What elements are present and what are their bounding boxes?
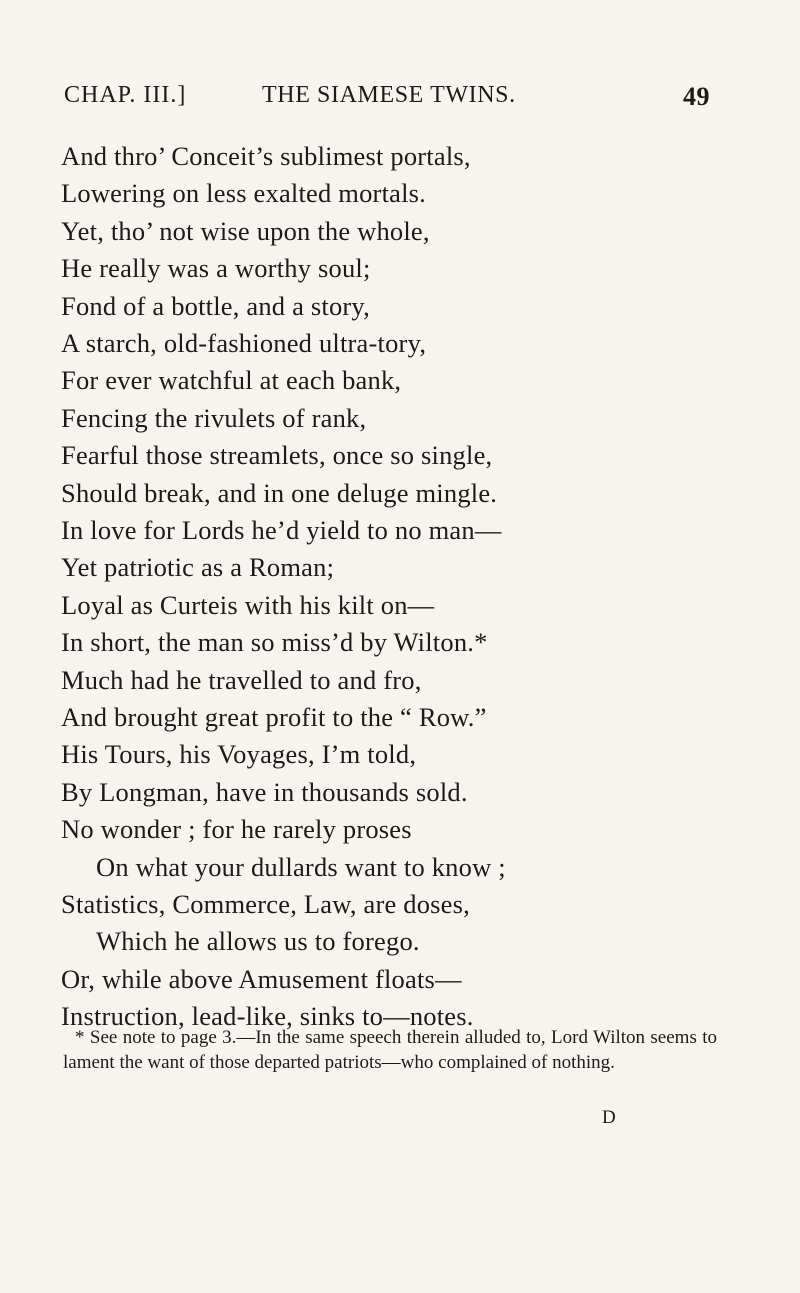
poem-line: Instruction, lead-like, sinks to—notes. [61, 1001, 474, 1032]
poem-line: In love for Lords he’d yield to no man— [61, 515, 502, 545]
poem-line: Fond of a bottle, and a story, [61, 290, 370, 321]
signature-mark: D [602, 1107, 616, 1128]
poem-line: On what your dullards want to know ; [96, 851, 506, 882]
poem-line: His Tours, his Voyages, I’m told, [61, 739, 417, 770]
page-number: 49 [683, 82, 710, 111]
poem-line: Fencing the rivulets of rank, [61, 402, 367, 433]
poem-line: Yet patriotic as a Roman; [61, 552, 335, 583]
poem-line: Much had he travelled to and fro, [61, 664, 422, 695]
poem-line: Or, while above Amusement floats— [61, 963, 462, 994]
poem-line: Yet, tho’ not wise upon the whole, [61, 215, 430, 246]
running-title: THE SIAMESE TWINS. [262, 82, 516, 108]
poem-line: Fearful those streamlets, once so single, [61, 440, 493, 471]
poem-line: A starch, old-fashioned ultra-tory, [61, 328, 427, 358]
poem-line: No wonder ; for he rarely proses [61, 814, 412, 845]
running-header [64, 82, 710, 122]
poem-line: And thro’ Conceit’s sublimest portals, [61, 141, 471, 171]
poem-line: By Longman, have in thousands sold. [61, 776, 468, 807]
chapter-label: CHAP. III.] [64, 82, 187, 108]
poem-line: Lowering on less exalted mortals. [61, 178, 426, 209]
poem-line: In short, the man so miss’d by Wilton.* [61, 627, 488, 658]
poem-line: He really was a worthy soul; [61, 253, 371, 284]
poem-line: Loyal as Curteis with his kilt on— [61, 589, 435, 620]
footnote: * See note to page 3.—In the same speech therein alluded to, Lord Wilton seems to lament the want of those departed patriots—who complained of nothing. [63, 1027, 717, 1073]
poem-line: Statistics, Commerce, Law, are doses, [61, 889, 470, 919]
poem-line: Should break, and in one deluge mingle. [61, 477, 498, 508]
poem-line: For ever watchful at each bank, [61, 365, 402, 396]
poem-line: Which he allows us to forego. [96, 926, 420, 957]
poem-line: And brought great profit to the “ Row.” [61, 702, 487, 732]
